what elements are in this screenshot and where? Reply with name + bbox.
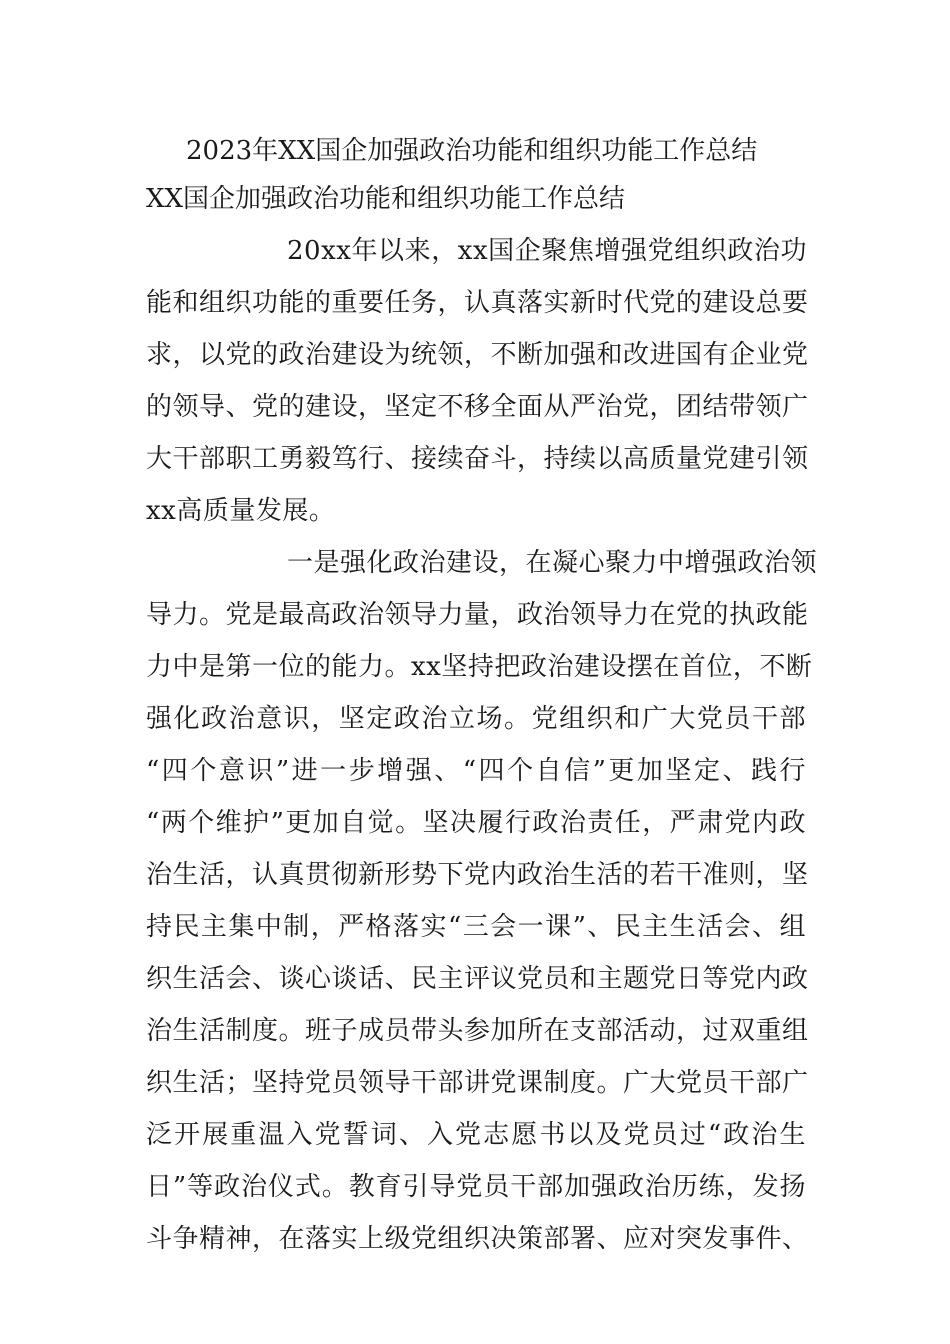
paragraph-1-line-2: 能和组织功能的重要任务，认真落实新时代党的建设总要 <box>146 288 809 318</box>
paragraph-2-line-1: 一是强化政治建设，在凝心聚力中增强政治领 <box>287 548 818 578</box>
paragraph-1-line-1: 20xx年以来，xx国企聚焦增强党组织政治功 <box>287 236 807 266</box>
paragraph-2-line-12: 泛开展重温入党誓词、入党志愿书以及党员过“政治生 <box>146 1120 806 1150</box>
paragraph-1-line-4: 的领导、党的建设，坚定不移全面从严治党，团结带领广 <box>146 392 809 422</box>
paragraph-2-line-13: 日”等政治仪式。教育引导党员干部加强政治历练，发扬 <box>146 1172 806 1202</box>
paragraph-1-line-6: xx高质量发展。 <box>146 496 336 526</box>
paragraph-2-line-6: “两个维护”更加自觉。坚决履行政治责任，严肃党内政 <box>146 808 806 838</box>
paragraph-2-line-7: 治生活，认真贯彻新形势下党内政治生活的若干准则，坚 <box>146 860 809 890</box>
paragraph-2-line-9: 织生活会、谈心谈话、民主评议党员和主题党日等党内政 <box>146 964 809 994</box>
paragraph-1-line-5: 大干部职工勇毅笃行、接续奋斗，持续以高质量党建引领 <box>146 444 809 474</box>
paragraph-2-line-3: 力中是第一位的能力。xx坚持把政治建设摆在首位，不断 <box>146 652 813 682</box>
paragraph-2-line-10: 治生活制度。班子成员带头参加所在支部活动，过双重组 <box>146 1016 809 1046</box>
document-subtitle: XX国企加强政治功能和组织功能工作总结 <box>146 184 626 214</box>
paragraph-2-line-4: 强化政治意识，坚定政治立场。党组织和广大党员干部 <box>146 704 806 734</box>
document-title: 2023年XX国企加强政治功能和组织功能工作总结 <box>186 136 758 166</box>
paragraph-2-line-11: 织生活；坚持党员领导干部讲党课制度。广大党员干部广 <box>146 1068 809 1098</box>
paragraph-2-line-8: 持民主集中制，严格落实“三会一课”、民主生活会、组 <box>146 912 806 942</box>
paragraph-2-line-2: 导力。党是最高政治领导力量，政治领导力在党的执政能 <box>146 600 809 630</box>
paragraph-2-line-5: “四个意识”进一步增强、“四个自信”更加坚定、践行 <box>146 756 806 786</box>
paragraph-1-line-3: 求，以党的政治建设为统领，不断加强和改进国有企业党 <box>146 340 809 370</box>
paragraph-2-line-14: 斗争精神，在落实上级党组织决策部署、应对突发事件、 <box>146 1224 809 1254</box>
